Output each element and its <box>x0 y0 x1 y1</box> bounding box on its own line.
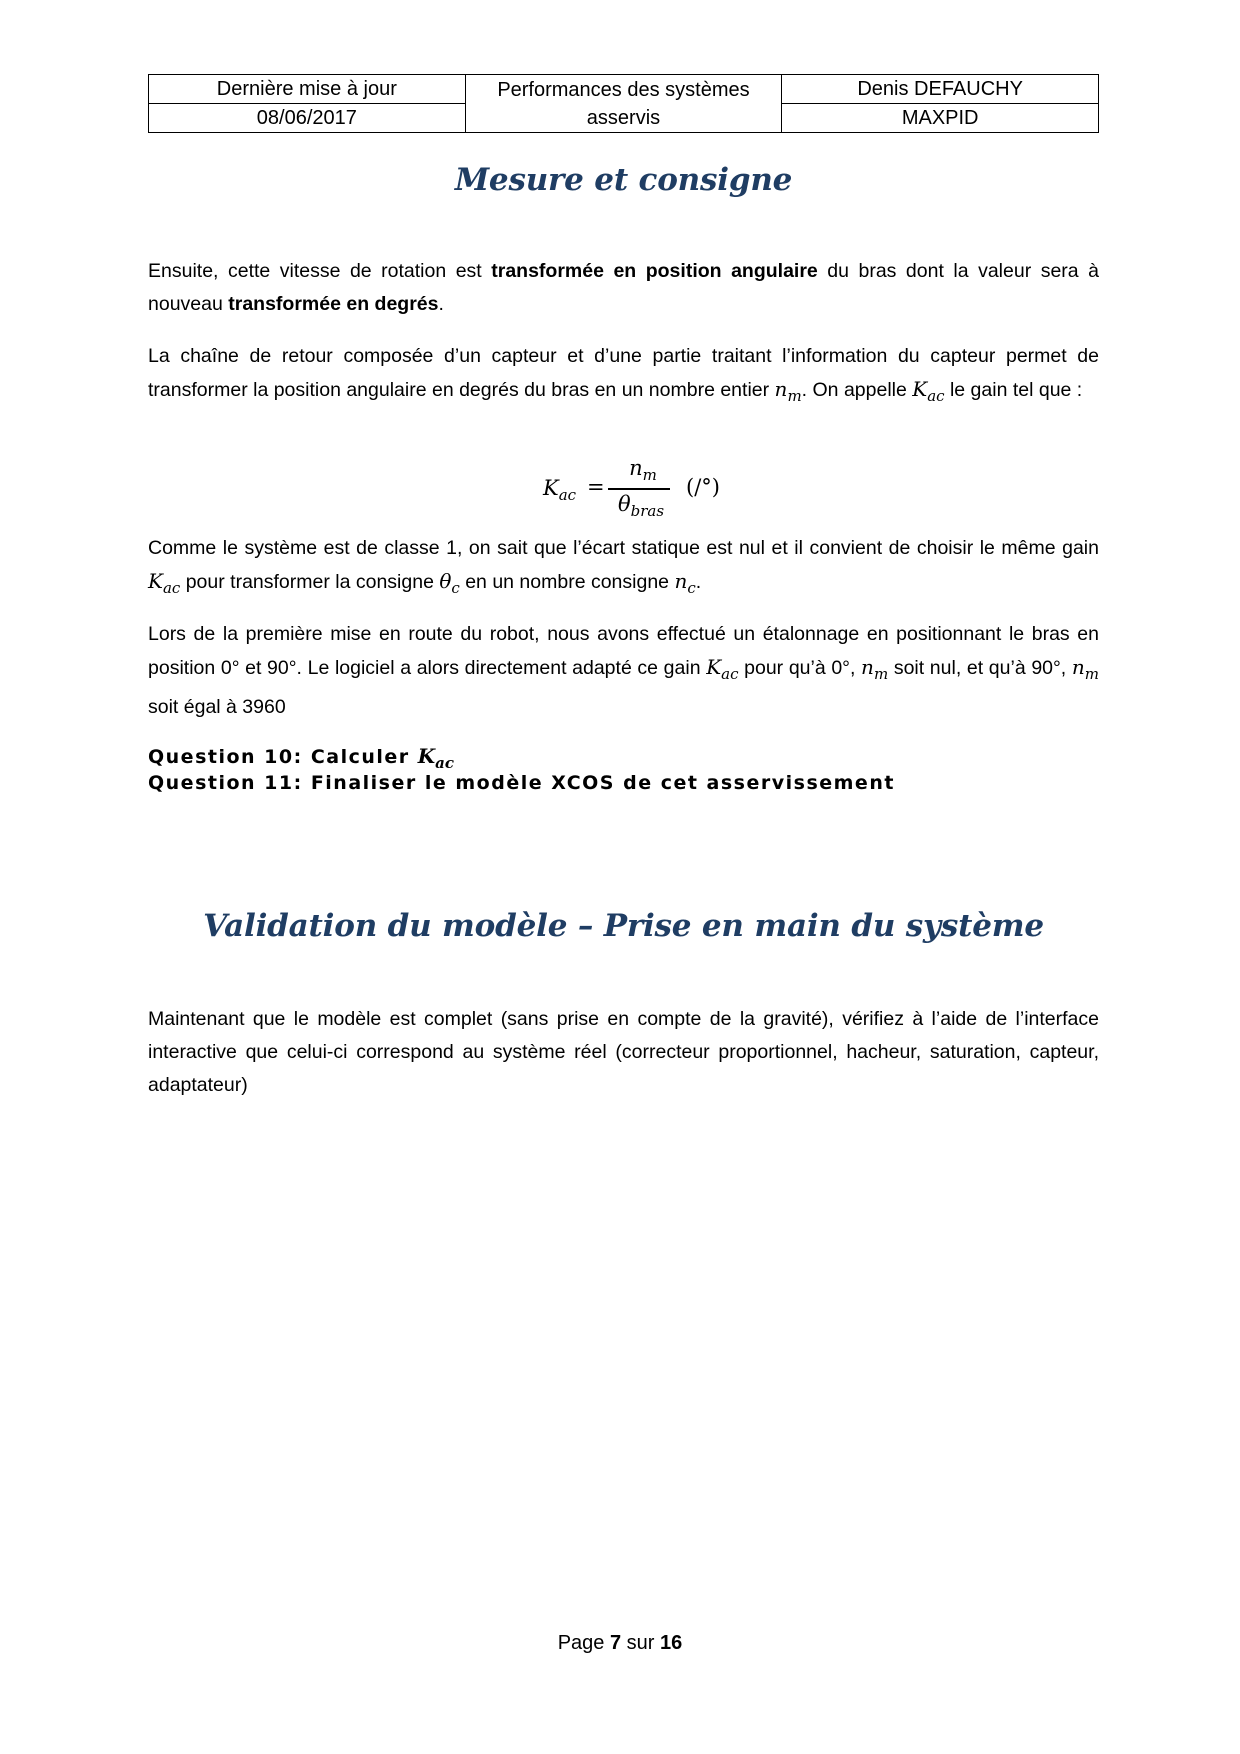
paragraph-feedback-chain: La chaîne de retour composée d’un capteur et d’une partie traitant l’information du capteur permet de transformer la position angulaire en degrés du bras en un nombre entier $n_m$. On appelle $K_{ac}$ le gain tel que : <box>148 345 1099 405</box>
question-11: Question 11: Finaliser le modèle XCOS de cet asservissement <box>148 772 895 794</box>
update-date: 08/06/2017 <box>149 104 466 133</box>
paragraph-calibration: Lors de la première mise en route du robot, nous avons effectué un étalonnage en positionnant le bras en position 0° et 90°. Le logiciel a alors directement adapté ce gain $K_{ac}$ pour qu’à 0°, $n_m$ soit nul, et qu’à 90°, $n_m$ soit égal à 3960 <box>148 623 1100 718</box>
document-title: Performances des systèmes asservis <box>465 75 782 133</box>
paragraph-class-1: Comme le système est de classe 1, on sait que l’écart statique est nul et il convient de choisir le même gain $K_{ac}$ pour transformer la consigne $\theta_c$ en un nombre consigne $n_c$. <box>148 537 1099 597</box>
formula-unit: (/°) <box>686 475 720 499</box>
math-k-ac: $K_{ac}$ <box>148 569 181 597</box>
math-n-m: $n_m$ <box>774 377 802 405</box>
last-update-label: Dernière mise à jour <box>149 75 466 104</box>
system-name: MAXPID <box>782 104 1099 133</box>
math-k-ac: $K_{ac}$ <box>706 655 739 683</box>
page-footer: Page 7 sur 16 <box>557 1632 683 1654</box>
formula-denominator: $\theta_{bras}$ <box>617 492 665 520</box>
paragraph-rotation: Ensuite, cette vitesse de rotation est transformée en position angulaire du bras dont la valeur sera à nouveau transformée en degrés. <box>148 260 1099 315</box>
formula-lhs: $K_{ac}$ <box>543 476 577 504</box>
math-n-c: $n_c$ <box>674 569 696 597</box>
paragraph-validation: Maintenant que le modèle est complet (sans prise en compte de la gravité), vérifiez à l’aide de l’interface interactive que celui-ci correspond au système réel (correcteur proportionnel, hacheur, saturation, capteur, adaptateur) <box>148 1008 1099 1096</box>
formula-numerator: $n_m$ <box>629 456 657 484</box>
math-n-m: $n_m$ <box>1071 655 1100 683</box>
fraction-bar <box>608 488 670 490</box>
author: Denis DEFAUCHY <box>782 75 1099 104</box>
header-table <box>148 74 1099 133</box>
math-k-ac: $K_{ac}$ <box>417 744 455 772</box>
question-10: Question 10: Calculer $K_{ac}$ <box>148 744 455 772</box>
section-title-mesure: Mesure et consigne <box>454 162 793 198</box>
math-theta-c: $\theta_c$ <box>439 569 460 597</box>
math-n-m: $n_m$ <box>861 655 889 683</box>
section-title-validation: Validation du modèle – Prise en main du système <box>203 908 1044 944</box>
formula-equals: = <box>587 475 605 499</box>
math-k-ac: $K_{ac}$ <box>912 377 945 405</box>
gain-formula <box>540 458 800 518</box>
